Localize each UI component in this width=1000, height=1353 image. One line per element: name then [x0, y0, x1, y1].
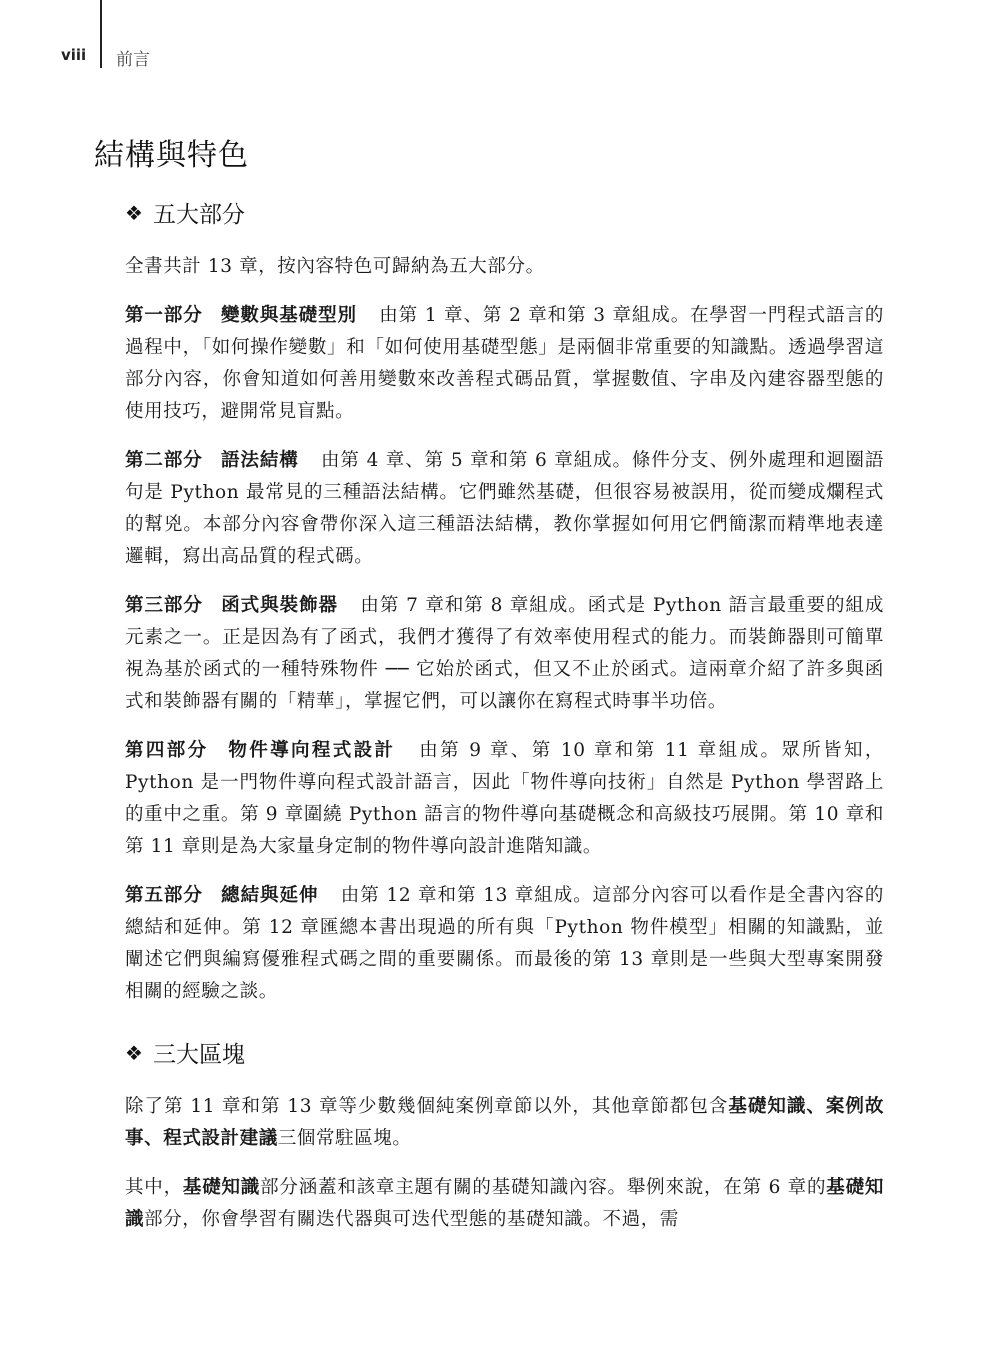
part-title: 函式與裝飾器 [220, 595, 339, 616]
part-label: 第三部分 [125, 595, 203, 616]
text-run: 部分，你會學習有關迭代器與可迭代型態的基礎知識。不過，需 [144, 1209, 679, 1230]
part-body: 由第 1 章、第 2 章和第 3 章組成。在學習一門程式語言的過程中，「如何操作變數」和「如何使用基礎型態」是兩個非常重要的知識點。透過學習這部分內容，你會知道如何善用變數來改善程式碼品質，掌握數值、字串及內建容器型態的使用技巧，避開常見盲點。 [125, 305, 884, 422]
text-run: 除了第 11 章和第 13 章等少數幾個純案例章節以外，其他章節都包含 [125, 1096, 729, 1117]
bold-term: 基礎知識 [125, 1177, 884, 1230]
bold-term: 基礎知識 [182, 1177, 261, 1198]
bold-term: 案例故事 [125, 1096, 884, 1149]
page-title: 結構與特色 [94, 138, 249, 173]
part-paragraph [125, 735, 884, 863]
part-label: 第一部分 [125, 305, 203, 326]
part-label: 第四部分 [125, 740, 209, 761]
part-body: 由第 9 章、第 10 章和第 11 章組成。眾所皆知，Python 是一門物件導向程式設計語言，因此「物件導向技術」自然是 Python 學習路上的重中之重。第 9 章圍繞 Python 語言的物件導向基礎概念和高級技巧展開。第 10 章和第 11 章則是為大家量身定制的物件導向設計進階知識。 [125, 740, 884, 857]
blocks-paragraph [125, 1172, 884, 1236]
part-paragraph [125, 590, 884, 718]
part-title: 語法結構 [220, 450, 299, 471]
header-divider [100, 0, 102, 68]
section-intro: 全書共計 13 章，按內容特色可歸納為五大部分。 [125, 256, 545, 277]
page-header [0, 0, 1000, 80]
text-run: 三個常駐區塊。 [277, 1128, 412, 1149]
part-title: 總結與延伸 [220, 885, 319, 906]
part-body: 由第 4 章、第 5 章和第 6 章組成。條件分支、例外處理和迴圈語句是 Python 最常見的三種語法結構。它們雖然基礎，但很容易被誤用，從而變成爛程式的幫兇。本部分內容會帶你深入這三種語法結構，教你掌握如何用它們簡潔而精準地表達邏輯，寫出高品質的程式碼。 [125, 450, 885, 567]
part-body: 由第 7 章和第 8 章組成。函式是 Python 語言最重要的組成元素之一。正是因為有了函式，我們才獲得了有效率使用程式的能力。而裝飾器則可簡單視為基於函式的一種特殊物件 ── 它始於函式，但又不止於函式。這兩章介紹了許多與函式和裝飾器有關的「精華」，掌握它們，可以讓你在寫程式時事半功倍。 [125, 595, 884, 712]
bold-term: 程式設計建議 [163, 1128, 278, 1149]
part-title: 變數與基礎型別 [220, 305, 357, 326]
running-head: 前言 [116, 50, 150, 70]
part-paragraph [125, 445, 884, 573]
bold-term: 基礎知識 [728, 1096, 807, 1117]
bold-separator: 、 [144, 1128, 164, 1149]
section-heading [125, 196, 884, 229]
diamond-bullet-icon: ❖ [125, 200, 143, 225]
section-three-blocks [125, 1036, 884, 1236]
section-heading [125, 1036, 884, 1069]
page-number: viii [61, 46, 87, 64]
text-run: 其中， [125, 1177, 183, 1198]
part-body: 由第 12 章和第 13 章組成。這部分內容可以看作是全書內容的總結和延伸。第 12 章匯總本書出現過的所有與「Python 物件模型」相關的知識點，並闡述它們與編寫優雅程式碼之間的重要關係。而最後的第 13 章則是一些與大型專案開發相關的經驗之談。 [125, 885, 884, 1002]
part-paragraph [125, 300, 884, 428]
section-five-parts [125, 196, 884, 1008]
part-label: 第二部分 [125, 450, 203, 471]
part-label: 第五部分 [125, 885, 203, 906]
page-content [94, 130, 884, 1253]
blocks-paragraph [125, 1091, 884, 1155]
section-heading-text: 五大部分 [152, 202, 245, 228]
bold-separator: 、 [806, 1096, 826, 1117]
text-run: 部分涵蓋和該章主題有關的基礎知識內容。舉例來說，在第 6 章的 [260, 1177, 827, 1198]
part-paragraph [125, 880, 884, 1008]
section-heading-text: 三大區塊 [152, 1042, 245, 1068]
diamond-bullet-icon: ❖ [125, 1040, 143, 1065]
part-title: 物件導向程式設計 [226, 740, 396, 761]
